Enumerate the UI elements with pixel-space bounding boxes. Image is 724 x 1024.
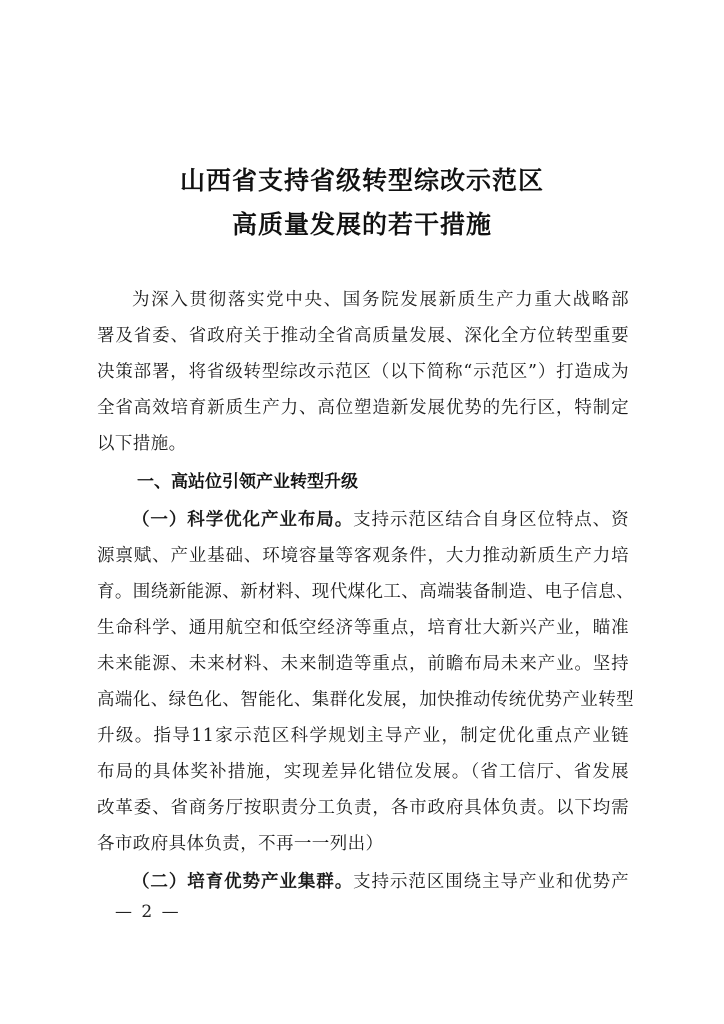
document-title-line-1: 山西省支持省级转型综改示范区 [179,166,544,195]
item-1-line: 升级。指导11家示范区科学规划主导产业，制定优化重点产业链 [97,726,629,746]
item-1-line: 源禀赋、产业基础、环境容量等客观条件，大力推动新质生产力培 [97,546,629,566]
item-1-line: 未来能源、未来材料、未来制造等重点，前瞻布局未来产业。坚持 [97,654,629,674]
section-heading: 一、高站位引领产业转型升级 [137,472,358,492]
item-1-first-line [97,502,629,538]
item-1-line: 生命科学、通用航空和低空经济等重点，培育壮大新兴产业，瞄准 [97,618,629,638]
intro-line: 署及省委、省政府关于推动全省高质量发展、深化全方位转型重要 [97,326,629,346]
item-2-first-line [97,864,629,900]
document-title-line-2: 高质量发展的若干措施 [231,210,492,239]
item-1-line: 各市政府具体负责，不再一一列出） [97,834,384,854]
intro-line: 决策部署，将省级转型综改示范区（以下简称“示范区”）打造成为 [97,362,629,382]
intro-line: 为深入贯彻落实党中央、国务院发展新质生产力重大战略部 [132,290,629,310]
item-1-label: （一）科学优化产业布局。 [132,510,354,530]
item-1-line: 改革委、省商务厅按职责分工负责，各市政府具体负责。以下均需 [97,798,629,818]
item-1-first-line-text: 支持示范区结合自身区位特点、资 [353,510,629,530]
item-2-label: （二）培育优势产业集群。 [132,872,354,892]
intro-line: 全省高效培育新质生产力、高位塑造新发展优势的先行区，特制定 [97,398,629,418]
item-2-first-line-text: 支持示范区围绕主导产业和优势产 [353,872,629,892]
intro-line: 以下措施。 [97,434,187,454]
item-1-line: 布局的具体奖补措施，实现差异化错位发展。（省工信厅、省发展 [97,762,629,782]
item-1-line: 高端化、绿色化、智能化、集群化发展，加快推动传统优势产业转型 [97,690,634,710]
item-1-line: 育。围绕新能源、新材料、现代煤化工、高端装备制造、电子信息、 [97,582,634,602]
page-number: — 2 — [115,902,181,922]
